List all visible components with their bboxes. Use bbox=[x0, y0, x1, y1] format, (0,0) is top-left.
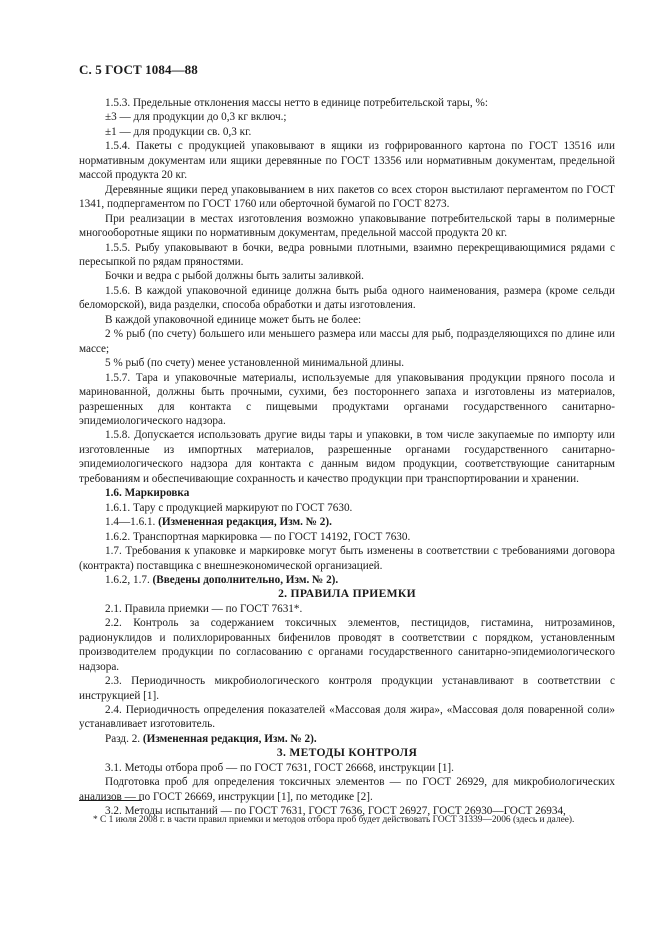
amendment-note: (Введены дополнительно, Изм. № 2). bbox=[152, 573, 339, 586]
page-header: С. 5 ГОСТ 1084—88 bbox=[79, 62, 198, 77]
document-body bbox=[79, 96, 615, 819]
paragraph-max-allowed: В каждой упаковочной единице может быть не более: bbox=[105, 313, 362, 326]
amendment-ref: 1.6.2, 1.7. bbox=[105, 573, 153, 586]
paragraph-1-5-5: 1.5.5. Рыбу упаковывают в бочки, ведра ровными плотными, взаимно перекрещивающимися рядами с пересыпкой по рядам пряностями. bbox=[79, 241, 615, 268]
paragraph-2-2: 2.2. Контроль за содержанием токсичных элементов, пестицидов, гистамина, нитрозаминов, радионуклидов и полихлорированных бифенилов проводят в соответствии с порядком, установленным производителем продукции по согласованию с органами государственного санитарно-эпидемиологического надзора. bbox=[79, 617, 615, 673]
paragraph-tolerance-2: ±1 — для продукции св. 0,3 кг. bbox=[105, 125, 252, 138]
paragraph-five-percent: 5 % рыб (по счету) менее установленной минимальной длины. bbox=[105, 357, 405, 370]
paragraph-tolerance-1: ±3 — для продукции до 0,3 кг включ.; bbox=[105, 111, 287, 124]
paragraph-3-2: 3.2. Методы испытаний — по ГОСТ 7631, ГОСТ 7636, ГОСТ 26927, ГОСТ 26930—ГОСТ 26934, bbox=[105, 805, 566, 818]
paragraph-1-6-2: 1.6.2. Транспортная маркировка — по ГОСТ 14192, ГОСТ 7630. bbox=[105, 530, 411, 543]
paragraph-polymer-boxes: При реализации в местах изготовления возможно упаковывание потребительской тары в полимерные многооборотные ящики по нормативным документам, предельной массой продукта 20 кг. bbox=[79, 212, 615, 240]
amendment-ref: Разд. 2. bbox=[105, 732, 143, 745]
paragraph-2-3: 2.3. Периодичность микробиологического контроля продукции устанавливают в соответствии с инструкцией [1]. bbox=[79, 675, 615, 702]
heading-1-6: 1.6. Маркировка bbox=[105, 487, 190, 500]
paragraph-1-5-4: 1.5.4. Пакеты с продукцией упаковывают в ящики из гофрированного картона по ГОСТ 13516 или нормативным документам или ящики деревянные по ГОСТ 13356 или нормативным документам, предельной массой продукта 20 кг. bbox=[79, 140, 615, 182]
paragraph-2-4: 2.4. Периодичность определения показателей «Массовая доля жира», «Массовая доля поваренной соли» устанавливает изготовитель. bbox=[79, 704, 615, 731]
paragraph-sample-prep: Подготовка проб для определения токсичных элементов — по ГОСТ 26929, для микробиологических анализов — по ГОСТ 26669, инструкции [1], по методике [2]. bbox=[79, 776, 615, 803]
amendment-ref: 1.4—1.6.1. bbox=[105, 516, 159, 529]
paragraph-1-5-8: 1.5.8. Допускается использовать другие виды тары и упаковки, в том числе закупаемые по импорту или изготовленные из импортных материалов, разрешенные органами государственного санитарно-эпидемиологического надзора для контакта с данным видом продукции, соответствующие санитарным требованиям и обеспечивающие сохранность и качество продукции при транспортировании и хранении. bbox=[79, 429, 615, 485]
paragraph-2-1: 2.1. Правила приемки — по ГОСТ 7631*. bbox=[105, 602, 303, 615]
section-3-title: 3. МЕТОДЫ КОНТРОЛЯ bbox=[276, 746, 418, 760]
paragraph-1-7: 1.7. Требования к упаковке и маркировке могут быть изменены в соответствии с требованиями договора (контракта) поставщика с внешнеэкономической организацией. bbox=[79, 545, 615, 572]
paragraph-wooden-boxes: Деревянные ящики перед упаковыванием в них пакетов со всех сторон выстилают пергаментом по ГОСТ 1341, подпергаментом по ГОСТ 1760 или оберточной бумагой по ГОСТ 8273. bbox=[79, 183, 615, 211]
section-2-title: 2. ПРАВИЛА ПРИЕМКИ bbox=[278, 587, 416, 601]
paragraph-1-5-3: 1.5.3. Предельные отклонения массы нетто в единице потребительской тары, %: bbox=[105, 97, 488, 109]
footnote: * С 1 июля 2008 г. в части правил приемки и методов отбора проб будет действовать ГОСТ 31339—2006 (здесь и далее). bbox=[93, 815, 575, 825]
paragraph-amendment-1 bbox=[79, 515, 615, 529]
paragraph-3-1: 3.1. Методы отбора проб — по ГОСТ 7631, ГОСТ 26668, инструкции [1]. bbox=[105, 761, 454, 774]
amendment-note: (Измененная редакция, Изм. № 2). bbox=[158, 516, 332, 529]
amendment-note: (Измененная редакция, Изм. № 2). bbox=[142, 732, 317, 745]
paragraph-amendment-3 bbox=[79, 732, 615, 746]
paragraph-1-6-1: 1.6.1. Тару с продукцией маркируют по ГОСТ 7630. bbox=[105, 501, 353, 514]
paragraph-1-5-6: 1.5.6. В каждой упаковочной единице должна быть рыба одного наименования, размера (кроме сельди беломорской), вида разделки, способа обработки и даты изготовления. bbox=[79, 284, 615, 312]
paragraph-1-5-7: 1.5.7. Тара и упаковочные материалы, используемые для упаковывания продукции пряного посола и маринованной, должны быть прочными, сухими, без постороннего запаха и изготовлены из материалов, разрешенных для контакта с пищевыми продуктами органами государственного санитарно-эпидемиологического надзора. bbox=[79, 371, 615, 427]
paragraph-amendment-2 bbox=[79, 573, 615, 587]
paragraph-brine: Бочки и ведра с рыбой должны быть залиты заливкой. bbox=[105, 270, 364, 283]
paragraph-two-percent: 2 % рыб (по счету) большего или меньшего размера или массы для рыб, подразделяющихся по длине или массе; bbox=[79, 328, 615, 355]
footnote-divider bbox=[79, 800, 142, 801]
